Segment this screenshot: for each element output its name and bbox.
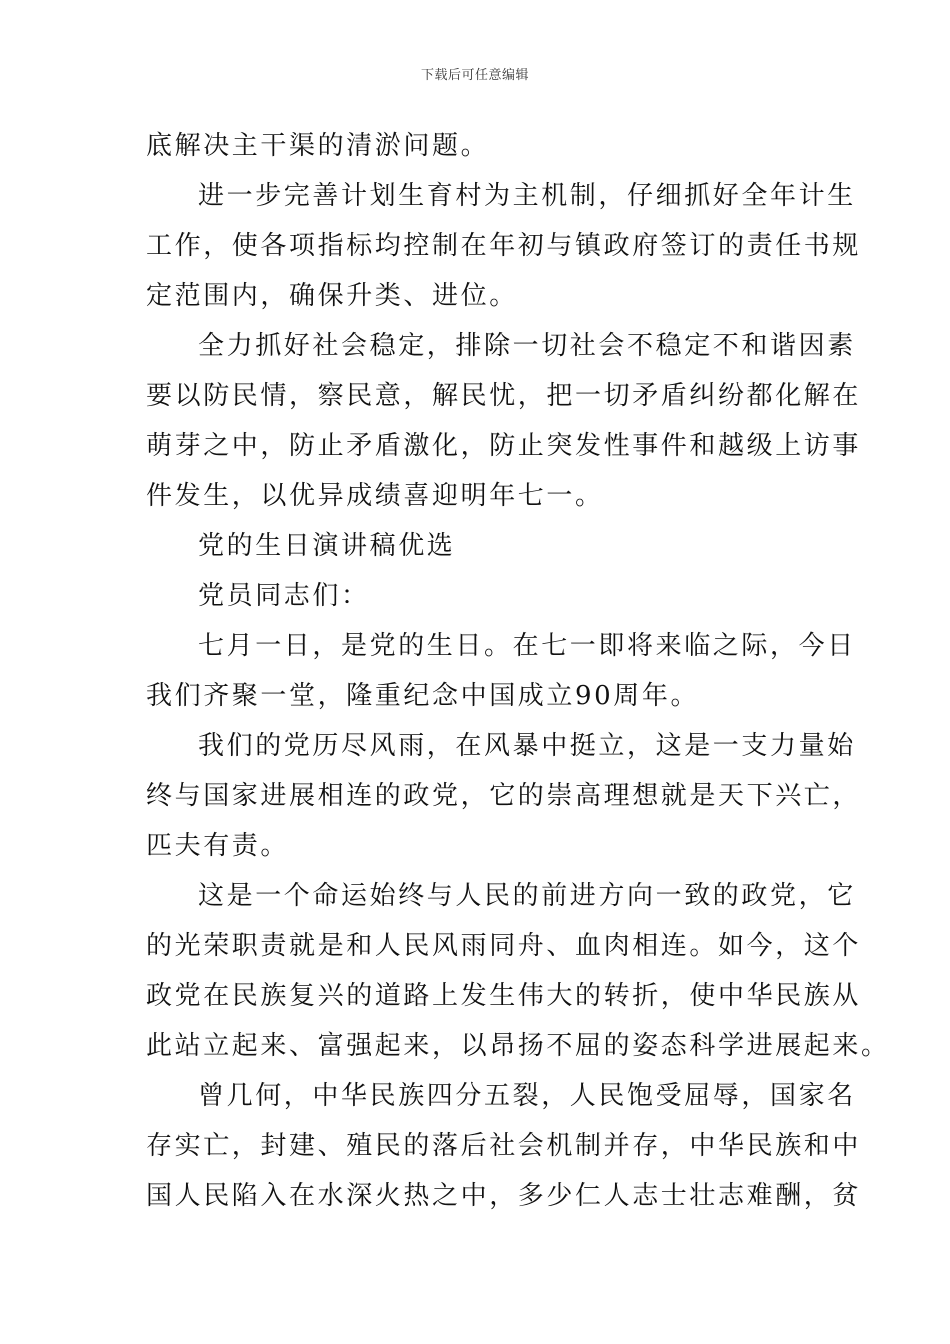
- text-line-7: 萌芽之中，防止矛盾激化，防止突发性事件和越级上访事: [146, 431, 862, 461]
- text-line-19: 此站立起来、富强起来，以昂扬不屈的姿态科学进展起来。: [146, 1031, 890, 1061]
- text-line-21: 存实亡，封建、殖民的落后社会机制并存，中华民族和中: [146, 1131, 862, 1161]
- text-line-3: 工作，使各项指标均控制在年初与镇政府签订的责任书规: [146, 231, 862, 261]
- text-line-11: 七月一日，是党的生日。在七一即将来临之际，今日: [198, 631, 856, 661]
- text-line-8: 件发生，以优异成绩喜迎明年七一。: [146, 481, 604, 511]
- salutation: 党员同志们：: [198, 581, 370, 611]
- text-line-17: 的光荣职责就是和人民风雨同舟、血肉相连。如今，这个: [146, 931, 862, 961]
- text-line-15: 匹夫有责。: [146, 831, 290, 861]
- text-line-14: 终与国家进展相连的政党，它的崇高理想就是天下兴亡，: [146, 781, 862, 811]
- section-title: 党的生日演讲稿优选: [198, 531, 456, 561]
- text-line-2: 进一步完善计划生育村为主机制，仔细抓好全年计生: [198, 181, 856, 211]
- text-line-12: 我们齐聚一堂，隆重纪念中国成立90周年。: [146, 681, 700, 711]
- text-line-20: 曾几何，中华民族四分五裂，人民饱受屈辱，国家名: [198, 1081, 856, 1111]
- page-header-note: 下载后可任意编辑: [420, 68, 529, 83]
- text-line-4: 定范围内，确保升类、进位。: [146, 281, 518, 311]
- text-line-16: 这是一个命运始终与人民的前进方向一致的政党，它: [198, 881, 856, 911]
- text-line-13: 我们的党历尽风雨，在风暴中挺立，这是一支力量始: [198, 731, 856, 761]
- text-line-18: 政党在民族复兴的道路上发生伟大的转折，使中华民族从: [146, 981, 862, 1011]
- text-line-5: 全力抓好社会稳定，排除一切社会不稳定不和谐因素: [198, 331, 856, 361]
- text-line-22: 国人民陷入在水深火热之中，多少仁人志士壮志难酬，贫: [146, 1181, 862, 1211]
- text-line-6: 要以防民情，察民意，解民忧，把一切矛盾纠纷都化解在: [146, 381, 862, 411]
- text-line-1: 底解决主干渠的清淤问题。: [146, 131, 490, 161]
